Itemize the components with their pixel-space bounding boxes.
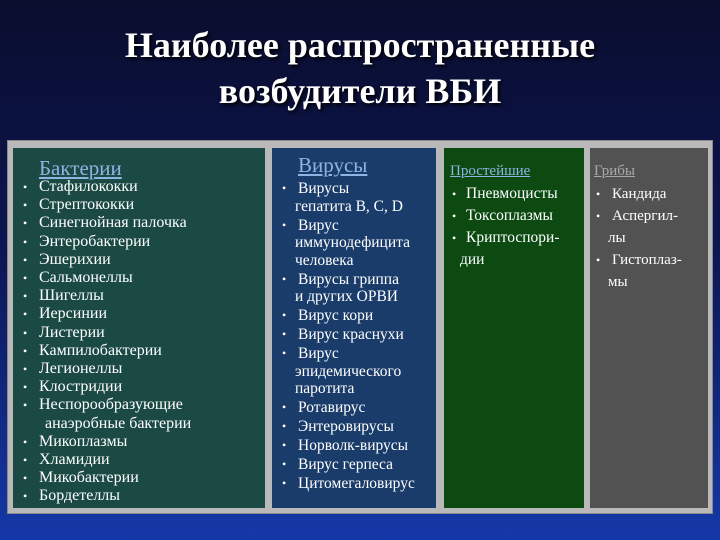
- list-item: • Вирусы гриппа и других ОРВИ: [282, 270, 399, 305]
- list-item: • Бордетеллы: [23, 487, 121, 505]
- bullet-icon: •: [282, 438, 287, 452]
- bullet-icon: •: [282, 327, 287, 341]
- bullet-icon: •: [23, 234, 28, 249]
- list-item: • Шигеллы: [23, 287, 104, 305]
- list-item: • Эшерихии: [23, 250, 111, 268]
- list-item: • Норволк-вирусы: [282, 437, 409, 454]
- list-item-continuation: анаэробные бактерии: [45, 414, 192, 432]
- list-item: • Вирус иммунодефицита человека: [282, 216, 410, 269]
- list-item: • Сальмонеллы: [23, 269, 133, 287]
- list-item: • Иерсинии: [23, 305, 108, 323]
- list-item: • Цитомегаловирус: [282, 475, 415, 492]
- list-item: • Хламидии: [23, 451, 110, 469]
- bullet-icon: •: [23, 271, 28, 286]
- bullet-icon: •: [282, 457, 287, 471]
- list-item: • Легионеллы: [23, 360, 123, 378]
- list-item: • Энтеробактерии: [23, 232, 151, 250]
- bullet-icon: •: [23, 489, 28, 504]
- list-item: • Листерии: [23, 323, 105, 341]
- slide-title-line1: Наиболее распространенные: [124, 25, 596, 65]
- bullet-icon: •: [23, 198, 28, 213]
- list-item: • Пневмоцисты: [450, 183, 584, 205]
- bullet-icon: •: [23, 307, 28, 322]
- list-item: • Вирусы гепатита В, С, D: [282, 180, 403, 215]
- list-item: • Токсоплазмы: [450, 205, 584, 227]
- bullet-icon: •: [596, 209, 601, 223]
- bullet-icon: •: [23, 434, 28, 449]
- fungi-column: [590, 148, 708, 508]
- viruses-list: [282, 180, 436, 493]
- bullet-icon: •: [23, 289, 28, 304]
- bullet-icon: •: [452, 209, 457, 223]
- list-item: • Стрептококки: [23, 196, 135, 214]
- viruses-column: [272, 148, 436, 508]
- list-item: • Микобактерии: [23, 469, 139, 487]
- list-item: • Аспергил- лы: [594, 205, 708, 249]
- slide-title: [0, 22, 720, 114]
- protozoa-list: [450, 183, 584, 271]
- list-item: • Кандида: [594, 183, 708, 205]
- list-item: • Ротавирус: [282, 399, 366, 416]
- list-item: • Вирус эпидемического паротита: [282, 345, 402, 397]
- bullet-icon: •: [23, 380, 28, 395]
- bullet-icon: •: [282, 271, 287, 286]
- list-item: • Гистоплаз- мы: [594, 249, 708, 293]
- list-item: • Вирус герпеса: [282, 456, 393, 473]
- bullet-icon: •: [282, 419, 287, 433]
- bullet-icon: •: [23, 252, 28, 267]
- slide-title-line2: возбудители ВБИ: [218, 71, 502, 111]
- bullet-icon: •: [23, 180, 28, 194]
- bullet-icon: •: [282, 476, 287, 490]
- fungi-list: [594, 183, 708, 293]
- bullet-icon: •: [23, 216, 28, 231]
- list-item: • Вирус краснухи: [282, 326, 404, 343]
- bullet-icon: •: [23, 398, 28, 413]
- bullet-icon: •: [23, 362, 28, 377]
- bullet-icon: •: [282, 181, 287, 195]
- list-item: • Вирус кори: [282, 307, 374, 324]
- list-item: • Микоплазмы: [23, 432, 128, 450]
- list-item: • Клостридии: [23, 378, 123, 396]
- bullet-icon: •: [282, 217, 287, 232]
- bullet-icon: •: [23, 325, 28, 340]
- list-item: • Неспорообразующие: [23, 396, 183, 414]
- bullet-icon: •: [282, 400, 287, 414]
- bullet-icon: •: [282, 346, 287, 360]
- bullet-icon: •: [596, 187, 601, 201]
- list-item: • Синегнойная палочка: [23, 214, 187, 232]
- viruses-header: Вирусы: [298, 153, 368, 177]
- bullet-icon: •: [452, 187, 457, 201]
- protozoa-header: Простейшие: [450, 163, 531, 179]
- protozoa-column: [444, 148, 584, 508]
- bullet-icon: •: [23, 343, 28, 358]
- bacteria-header: Бактерии: [39, 156, 122, 180]
- bullet-icon: •: [23, 471, 28, 486]
- bullet-icon: •: [452, 231, 457, 245]
- fungi-header: Грибы: [594, 163, 635, 179]
- bacteria-list: [23, 178, 265, 506]
- bacteria-column: [13, 148, 265, 508]
- list-item: • Энтеровирусы: [282, 418, 394, 435]
- bullet-icon: •: [282, 308, 287, 322]
- list-item: • Стафилококки: [23, 178, 138, 195]
- list-item: • Криптоспори- дии: [452, 229, 560, 268]
- pathogens-table: [7, 140, 713, 514]
- bullet-icon: •: [596, 253, 601, 267]
- list-item: • Кампилобактерии: [23, 341, 162, 359]
- bullet-icon: •: [23, 453, 28, 468]
